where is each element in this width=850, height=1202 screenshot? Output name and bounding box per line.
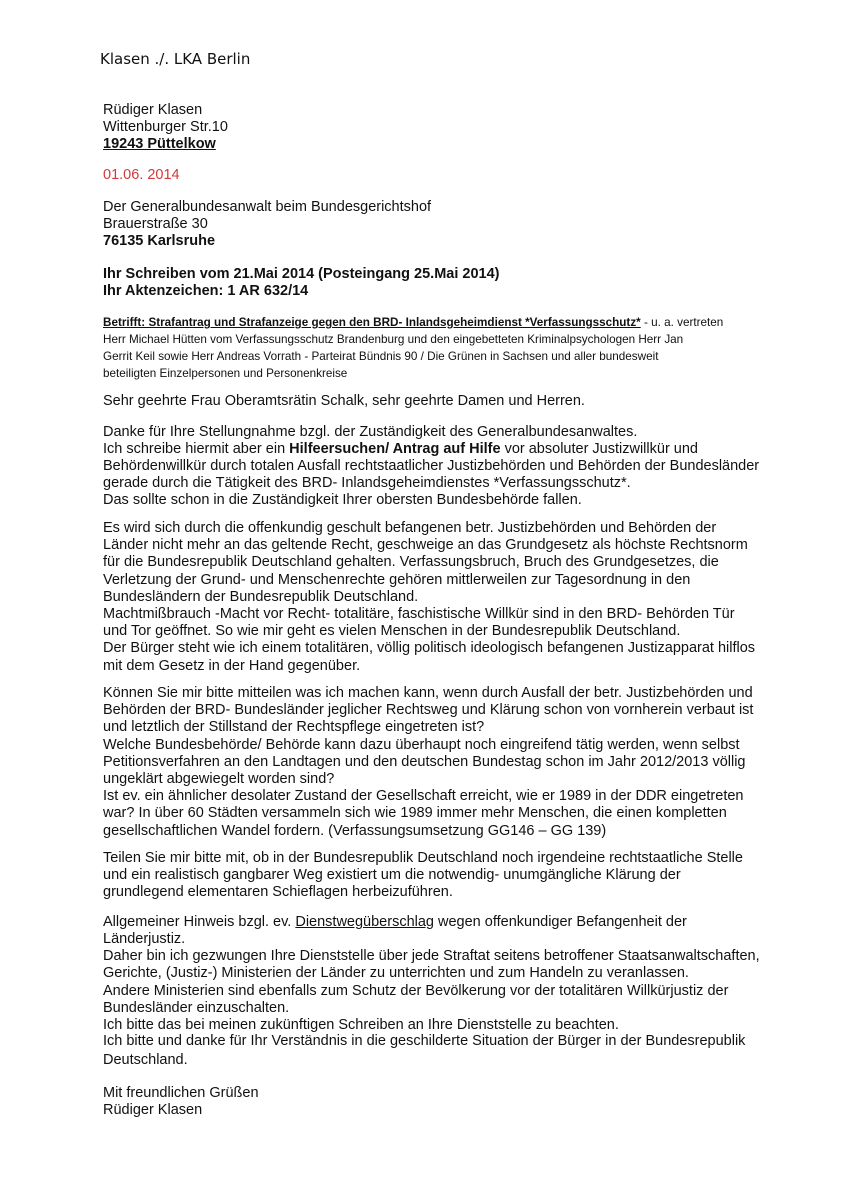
paragraph-4: Teilen Sie mir bitte mit, ob in der Bundesrepublik Deutschland noch irgendeine rechtstaatliche Stelle und ein realistisch gangbarer Weg existiert um die notwendig- unumgängliche Klärung der grundlegend elementaren Schieflagen herbeizuführen.	[103, 850, 743, 901]
closing-block	[103, 1085, 783, 1119]
recipient-city: 76135 Karlsruhe	[103, 233, 216, 249]
subject-line-2: Herr Michael Hütten vom Verfassungsschutz Brandenburg und den eingebetteten Kriminalpsychologen Herr Jan	[103, 333, 684, 346]
reference-file-number: Ihr Aktenzeichen: 1 AR 632/14	[103, 283, 309, 299]
sender-name: Rüdiger Klasen	[103, 102, 203, 118]
paragraph-1-line-4: gerade durch die Tätigkeit des BRD- Inlandsgeheimdienstes *Verfassungsschutz*.	[103, 475, 631, 491]
sender-street: Wittenburger Str.10	[103, 119, 228, 135]
subject-block	[103, 314, 783, 382]
paragraph-1-emphasis: Hilfeersuchen/ Antrag auf Hilfe	[289, 441, 501, 457]
paragraph-1	[103, 424, 783, 509]
recipient-name: Der Generalbundesanwalt beim Bundesgerichtshof	[103, 199, 432, 215]
sender-city: 19243 Püttelkow	[103, 136, 216, 152]
subject-rest: - u. a. vertreten	[640, 316, 724, 329]
paragraph-5-text: Allgemeiner Hinweis bzgl. ev.	[103, 914, 296, 930]
paragraph-6: Ich bitte und danke für Ihr Verständnis in die geschilderte Situation der Bürger in der Bundesrepublik Deutschland.	[103, 1033, 746, 1068]
paragraph-5	[103, 914, 783, 1034]
subject-line-3: Gerrit Keil sowie Herr Andreas Vorrath - Parteirat Bündnis 90 / Die Grünen in Sachsen und aller bundesweit	[103, 350, 659, 363]
paragraph-5-underlined-term: Dienstwegüberschlag	[295, 914, 434, 930]
closing-greeting: Mit freundlichen Grüßen	[103, 1085, 259, 1101]
paragraph-1-text: Ich schreibe hiermit aber ein	[103, 441, 290, 457]
subject-line-4: beteiligten Einzelpersonen und Personenkreise	[103, 367, 348, 380]
paragraph-1-text-cont: vor absoluter Justizwillkür und	[500, 441, 698, 457]
letter-date-block	[103, 167, 783, 184]
signature-name: Rüdiger Klasen	[103, 1102, 203, 1118]
salutation-text: Sehr geehrte Frau Oberamtsrätin Schalk, sehr geehrte Damen und Herren.	[103, 393, 585, 409]
salutation	[103, 393, 783, 410]
letter-date: 01.06. 2014	[103, 167, 180, 183]
subject-line-1	[103, 314, 783, 331]
paragraph-1-line-3: Behördenwillkür durch totalen Ausfall rechtstaatlicher Justizbehörden und Behörden der Bundesländer	[103, 458, 760, 474]
recipient-street: Brauerstraße 30	[103, 216, 208, 232]
paragraph-5-text-cont: wegen offenkundiger Befangenheit der	[433, 914, 687, 930]
recipient-address	[103, 199, 783, 250]
paragraph-1-line-5: Das sollte schon in die Zuständigkeit Ihrer obersten Bundesbehörde fallen.	[103, 492, 582, 508]
sender-address	[103, 102, 783, 153]
reference-letter: Ihr Schreiben vom 21.Mai 2014 (Posteingang 25.Mai 2014)	[103, 266, 500, 282]
subject-label: Betrifft: Strafantrag und Strafanzeige gegen den BRD- Inlandsgeheimdienst *Verfassungsschutz*	[103, 316, 641, 329]
paragraph-1-line-1: Danke für Ihre Stellungnahme bzgl. der Zuständigkeit des Generalbundesanwaltes.	[103, 424, 638, 440]
paragraph-5-rest: Länderjustiz. Daher bin ich gezwungen Ihre Dienststelle über jede Straftat seitens betroffener Staatsanwaltschaften, Gerichte, (Justiz-) Ministerien der Länder zu unterrichten und zum Handeln zu veranlassen. Andere Ministerien sind ebenfalls zum Schutz der Bevölkerung vor der totalitären Willkürjustiz der Bundesländer einzuschalten. Ich bitte das bei meinen zukünftigen Schreiben an Ihre Dienststelle zu beachten.	[103, 931, 760, 1034]
paragraph-2: Es wird sich durch die offenkundig geschult befangenen betr. Justizbehörden und Behörden der Länder nicht mehr an das geltende Recht, geschweige an das Grundgesetz als höchste Rechtsnorm für die Bundesrepublik Deutschland gehalten. Verfassungsbruch, Bruch des Grundgesetzes, die Verletzung der Grund- und Menschenrechte gehören mittlerweilen zur Tagesordnung in den Bundesländern der Bundesrepublik Deutschland. Machtmißbrauch -Macht vor Recht- totalitäre, faschistische Willkür sind in den BRD- Behörden Tür und Tor geöffnet. So wie mir geht es vielen Menschen in der Bundesrepublik Deutschland. Der Bürger steht wie ich einem totalitären, völlig politisch ideologisch befangenen Justizapparat hilflos mit dem Gesetz in der Hand gegenüber.	[103, 520, 756, 674]
paragraph-3: Können Sie mir bitte mitteilen was ich machen kann, wenn durch Ausfall der betr. Justizbehörden und Behörden der BRD- Bundesländer jeglicher Rechtsweg und Klärung schon von vornherein verbaut ist und letztlich der Stillstand der Rechtspflege eingetreten ist? Welche Bundesbehörde/ Behörde kann dazu überhaupt noch eingreifend tätig werden, wenn selbst Petitionsverfahren an den Landtagen und den deutschen Bundestag schon im Jahr 2012/2013 völlig ungeklärt abgewiegelt worden sind? Ist ev. ein ähnlicher desolater Zustand der Gesellschaft erreicht, wie er 1989 in der DDR eingetreten war? In über 60 Städten versammeln sich wie 1989 immer mehr Menschen, die einen kompletten gesellschaftlichen Wandel fordern. (Verfassungsumsetzung GG146 – GG 139)	[103, 685, 754, 839]
page-header-title: Klasen ./. LKA Berlin	[100, 50, 251, 68]
paragraph-5-line-1	[103, 914, 783, 931]
reference-block	[103, 266, 783, 300]
paragraph-1-line-2	[103, 441, 783, 458]
